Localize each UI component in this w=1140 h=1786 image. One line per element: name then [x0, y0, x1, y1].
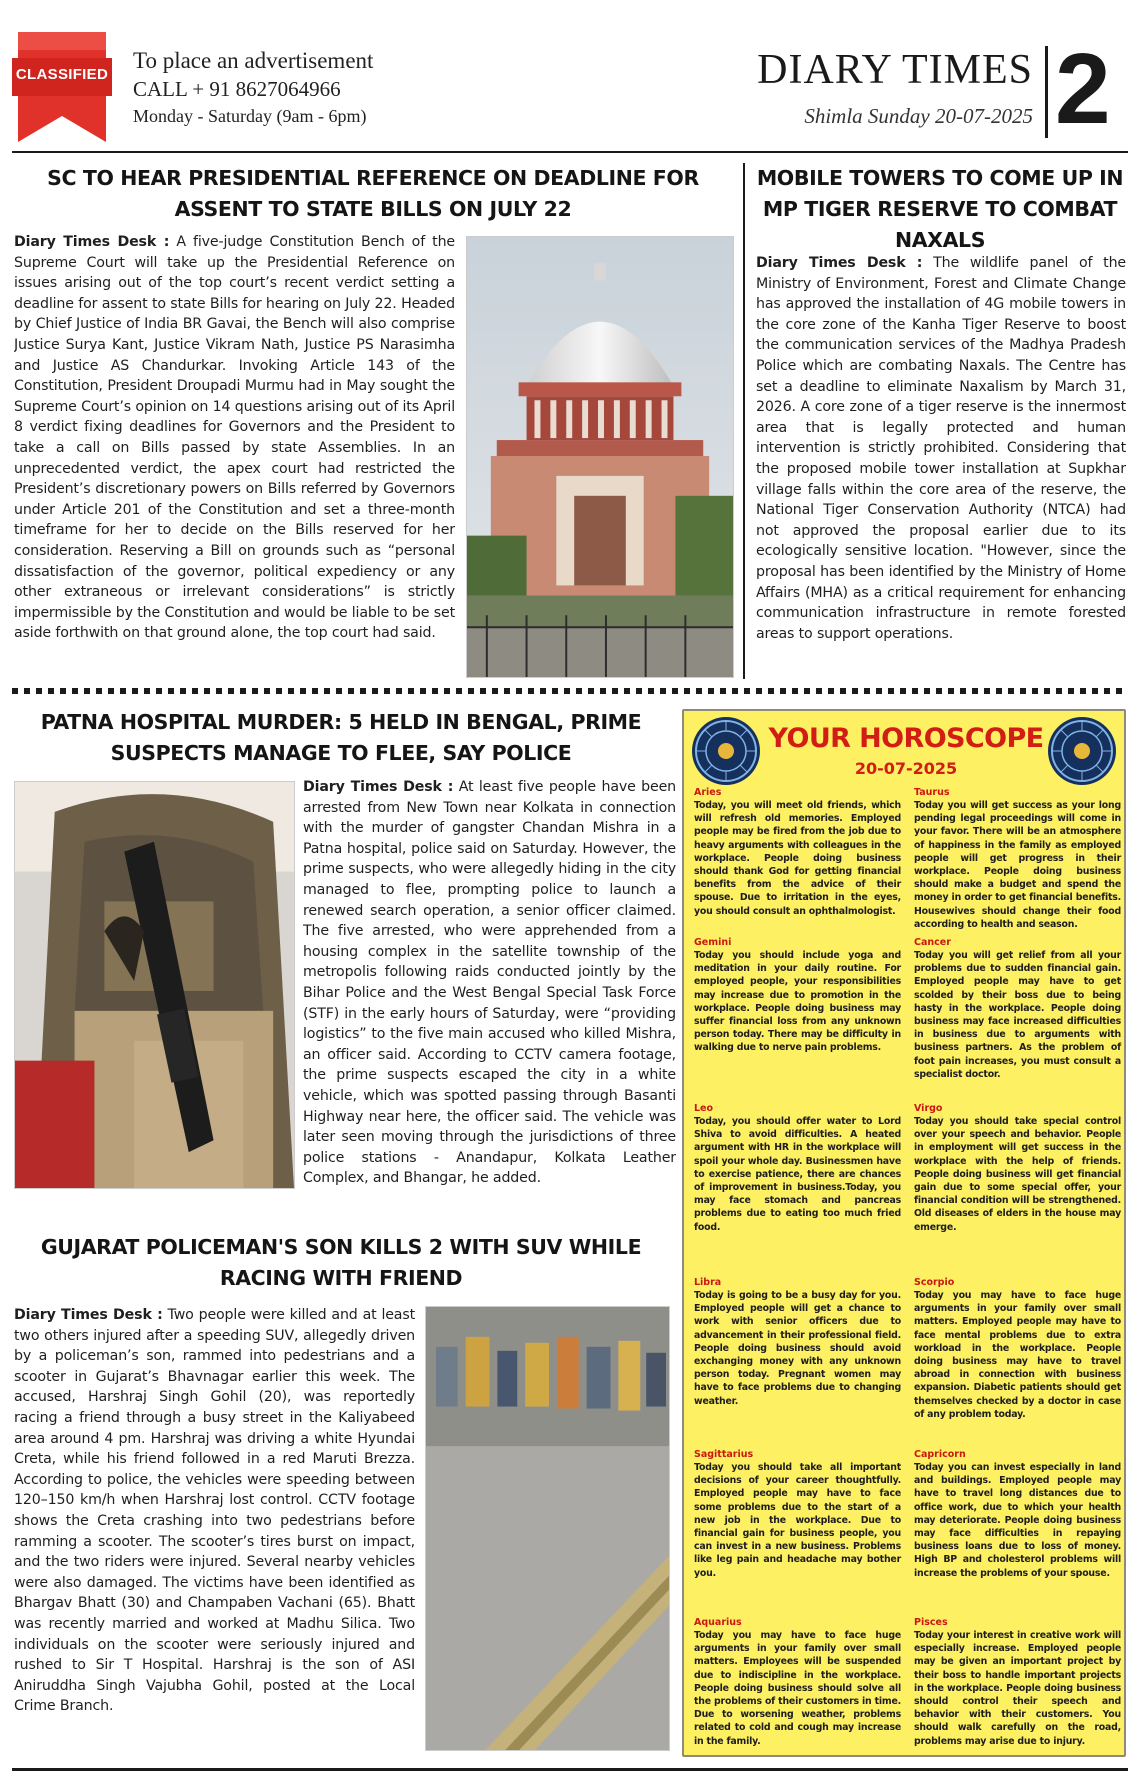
sign-prediction: Today you should take special control over your speech and behavior. People in employment will get success in the workplace with the help of friends. People doing business will get financial gain due to some special offer, your financial condition will be strengthened. Old diseases of elders in the house may emerge. [914, 1116, 1121, 1233]
zodiac-wheel-icon [1046, 715, 1118, 787]
masthead-header [0, 0, 1140, 150]
patna-desk-label: Diary Times Desk : [303, 779, 454, 795]
sign-name: Capricorn [914, 1449, 966, 1460]
ad-line-1: To place an advertisement [133, 48, 374, 73]
road-scene-photo [425, 1306, 670, 1751]
sign-name: Aquarius [694, 1617, 742, 1628]
sign-prediction: Today, you should offer water to Lord Shiva to avoid difficulties. A heated argument with HR in the workplace will spoil your whole day. Businessmen have to exercise patience, there are chances of improvement in business.Today, you may face stomach and pancreas problems due to eating too much fried food. [694, 1116, 901, 1233]
sign-prediction: Today you can invest especially in land and buildings. Employed people may have to travel long distances due to office work, due to which your health may deteriorate. People doing business may face difficulties in repaying business loans due to loss of money. High BP and cholesterol problems will increase the problems of your spouse. [914, 1462, 1121, 1579]
gujarat-article-text: Two people were killed and at least two others injured after a speeding SUV, allegedly driven by a policeman’s son, rammed into pedestrians and a scooter in Gujarat’s Bhavnagar earlier this week. The accused, Harshraj Singh Gohil (20), was reportedly racing a friend through a busy street in the Kaliyabeed area around 4 pm. Harshraj was driving a white Hyundai Creta, while his friend followed in a red Maruti Brezza. According to police, the vehicles were speeding between 120–150 km/h when Harshraj lost control. CCTV footage shows the Creta crashing into two pedestrians before ramming a scooter. The scooter’s tires burst on impact, and the two riders were injured. Several nearby vehicles were also damaged. The victims have been identified as Bhargav Bhatt (30) and Champaben Vachani (65). Bhatt was recently married and worked at Madhu Silica. Two individuals on the scooter were seriously injured and rushed to Sir T Hospital. Harshraj is the son of ASI Aniruddha Singh Vajubha Gohil, posted at the Local Crime Branch. [14, 1307, 415, 1715]
horoscope-title: YOUR HOROSCOPE [768, 723, 1044, 754]
gujarat-headline: GUJARAT POLICEMAN'S SON KILLS 2 WITH SUV WHILE RACING WITH FRIEND [40, 1235, 642, 1290]
sign-prediction: Today you will get success as your long pending legal proceedings will come in your favor. There will be an atmosphere of happiness in the family as employed people will get progress in their workplace. People doing business should make a budget and spend the money in order to get financial benefits. Housewives should change their food according to health and season. [914, 800, 1121, 930]
supreme-court-photo [466, 236, 734, 678]
sc-article-body [14, 232, 455, 677]
classified-ribbon-badge [12, 30, 112, 146]
horoscope-date: 20-07-2025 [854, 759, 958, 778]
sign-prediction: Today you may have to face huge arguments in your family over small matters. Employees will be suspended due to indiscipline in the workplace. People doing business should solve all the problems of their customers in time. Due to worsening weather, problems related to cold and cough may increase in the family. [694, 1630, 901, 1747]
sign-name: Leo [694, 1103, 714, 1114]
masthead-divider [1045, 46, 1048, 138]
sign-name: Sagittarius [694, 1449, 754, 1460]
sign-prediction: Today you should include yoga and meditation in your daily routine. For employed people, your responsibilities may increase due to promotion in the workplace. People doing business may suffer financial loss from any unknown person today. There may be difficulty in walking due to nerve pain problems. [694, 950, 901, 1054]
sign-name: Cancer [914, 937, 951, 948]
mobile-towers-article-text: The wildlife panel of the Ministry of Environment, Forest and Climate Change has approved the installation of 4G mobile towers in the core zone of the Kanha Tiger Reserve to boost the communication services of the Madhya Pradesh Police which are combating Naxals. The Centre has set a deadline to eliminate Naxalism by March 31, 2026. A core zone of a tiger reserve is the innermost area that is legally protected and human intervention is strictly prohibited. Considering that the proposed mobile tower installation at Supkhar village falls within the core area of the reserve, the National Tiger Conservation Authority (NTCA) had not approved the proposal earlier due to its ecologically sensitive location. "However, since the proposal has been identified by the Ministry of Home Affairs (MHA) as a critical requirement for enhancing communication infrastructure in remote forested areas to support operations. [756, 255, 1126, 642]
gujarat-article-body [14, 1305, 415, 1761]
patna-headline: PATNA HOSPITAL MURDER: 5 HELD IN BENGAL, PRIME SUSPECTS MANAGE TO FLEE, SAY POLICE [40, 710, 642, 765]
sign-name: Aries [694, 787, 722, 798]
advertisement-contact [133, 46, 373, 130]
patna-article-body [303, 777, 676, 1225]
horoscope-sign-leo [694, 1103, 901, 1234]
ad-phone-line: CALL + 91 8627064966 [133, 77, 341, 101]
sign-name: Libra [694, 1277, 722, 1288]
sign-name: Scorpio [914, 1277, 955, 1288]
mobile-towers-desk-label: Diary Times Desk : [756, 255, 923, 271]
horoscope-sign-cancer [914, 937, 1121, 1081]
horoscope-panel [682, 709, 1126, 1757]
mobile-towers-article-body [756, 253, 1126, 681]
sign-name: Virgo [914, 1103, 943, 1114]
paper-masthead [743, 44, 1043, 129]
horoscope-sign-aquarius [694, 1617, 901, 1748]
horoscope-sign-gemini [694, 937, 901, 1055]
horoscope-sign-libra [694, 1277, 901, 1408]
sign-name: Pisces [914, 1617, 948, 1628]
sign-prediction: Today you should take all important decisions of your career thoughtfully. Employed people may have to face some problems due to the start of a new job in the workplace. Due to financial gain for business people, you can invest in a new business. Problems like leg pain and headache may bother you. [694, 1462, 901, 1579]
horoscope-sign-sagittarius [694, 1449, 901, 1580]
police-officer-photo [14, 781, 295, 1189]
ad-hours-line: Monday - Saturday (9am - 6pm) [133, 106, 367, 126]
sc-desk-label: Diary Times Desk : [14, 234, 170, 250]
sign-name: Gemini [694, 937, 732, 948]
sign-prediction: Today you will get relief from all your problems due to sudden financial gain. Employed people may have to get scolded by their boss due to being hasty in the workplace. People doing business may face increased difficulties in business due to arguments with business partners. As the problem of foot pain increases, you must consult a specialist doctor. [914, 950, 1121, 1080]
sc-article-text: A five-judge Constitution Bench of the Supreme Court will take up the Presidential Reference on issues arising out of the top court’s recent verdict setting a deadline for assent to state Bills for hearing on July 22. Headed by Chief Justice of India BR Gavai, the Bench will also comprise Justice Surya Kant, Justice Vikram Nath, Justice PS Narasimha and Justice AS Chandurkar. Invoking Article 143 of the Constitution, President Droupadi Murmu had in May sought the Supreme Court’s opinion on 14 questions arising out of its April 8 verdict fixing deadlines for Governors and the President to take a call on Bills passed by state Assemblies. In an unprecedented verdict, the apex court had restricted the President’s discretionary powers on Bills referred by Governors under Article 201 of the Constitution and set a three-month timeframe for her to decide on the Bills reserved for her consideration. Reserving a Bill on grounds such as “personal dissatisfaction of the governor, political expediency or any other extraneous or irrelevant considerations” is strictly impermissible by the Constitution and would be liable to be set aside forthwith on that ground alone, the top court had said. [14, 234, 455, 642]
patna-article-text: At least five people have been arrested from New Town near Kolkata in connection with the murder of gangster Chandan Mishra in a Patna hospital, police said on Saturday. However, the prime suspects, who were allegedly hiding in the city managed to flee, prompting police to launch a renewed search operation, a senior officer claimed. The five arrested, who were apprehended from a housing complex in the satellite township of the metropolis following raids conducted jointly by the Bihar Police and the West Bengal Special Task Force (STF) in the early hours of Saturday, were “providing logistics” to the five main accused who killed Mishra, an officer said. According to CCTV camera footage, the prime suspects escaped the city in a white vehicle, which was spotted passing through Basanti Highway near here, the officer said. The vehicle was later seen moving through the jurisdictions of three police stations - Anandapur, Kolkata Leather Complex, and Bhangar, he added. [303, 779, 676, 1187]
mobile-towers-headline: MOBILE TOWERS TO COME UP IN MP TIGER RESERVE TO COMBAT NAXALS [756, 166, 1124, 252]
sign-prediction: Today, you will meet old friends, which will refresh old memories. Employed people may be fired from the job due to heavy arguments with colleagues in the workplace. People doing business should thank God for getting financial benefits from the advice of their spouse. Due to irritation in the eyes, you should consult an ophthalmologist. [694, 800, 901, 917]
column-separator [743, 163, 745, 679]
sign-prediction: Today is going to be a busy day for you. Employed people will get a chance to work with senior officers due to advancement in their professional field. People doing business should avoid exchanging money with any unknown person today. Pregnant women may have to face problems due to changing weather. [694, 1290, 901, 1407]
horoscope-sign-taurus [914, 787, 1121, 931]
zodiac-wheel-icon [690, 715, 762, 787]
dateline: Shimla Sunday 20-07-2025 [804, 104, 1033, 128]
sc-headline: SC TO HEAR PRESIDENTIAL REFERENCE ON DEADLINE FOR ASSENT TO STATE BILLS ON JULY 22 [47, 166, 699, 221]
paper-name: DIARY TIMES [757, 47, 1033, 93]
gujarat-desk-label: Diary Times Desk : [14, 1307, 163, 1323]
horoscope-sign-aries [694, 787, 901, 918]
sign-prediction: Today your interest in creative work will especially increase. Employed people may be given an important project by their boss to handle important projects in the workplace. People doing business should control their speech and behavior with their customers. You should walk carefully on the road, problems may arise due to injury. [914, 1630, 1121, 1747]
sign-name: Taurus [914, 787, 950, 798]
sign-prediction: Today you may have to face huge arguments in your family over small matters. Employed people may have to face mental problems due to extra workload in the workplace. People doing business may have to travel abroad in connection with business expansion. Diabetic patients should get themselves checked by a doctor in case of any problem today. [914, 1290, 1121, 1420]
horoscope-sign-virgo [914, 1103, 1121, 1234]
header-rule [12, 151, 1128, 153]
horoscope-sign-pisces [914, 1617, 1121, 1748]
section-dashed-rule [12, 688, 1128, 694]
horoscope-sign-capricorn [914, 1449, 1121, 1580]
page-bottom-rule [12, 1768, 1128, 1771]
page-number: 2 [1055, 33, 1111, 145]
classified-label: CLASSIFIED [15, 66, 109, 83]
horoscope-sign-scorpio [914, 1277, 1121, 1421]
